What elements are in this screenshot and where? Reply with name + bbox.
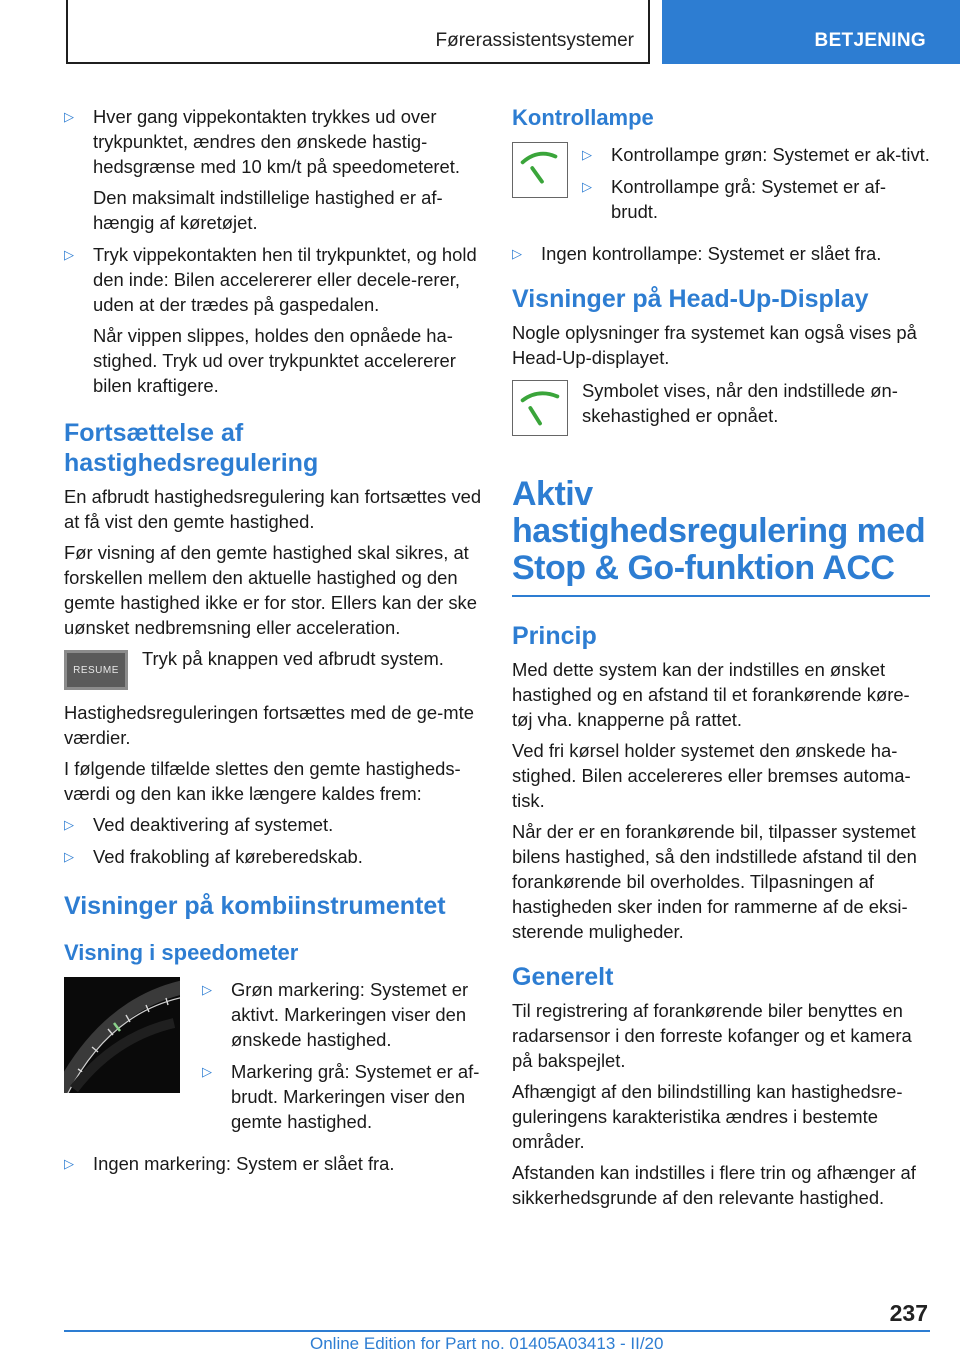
hud-acc-symbol-icon <box>512 380 568 436</box>
triangle-bullet-icon: ▷ <box>64 1156 74 1171</box>
acc-indicator-lamp-icon <box>512 142 568 198</box>
paragraph: Med dette system kan der indstilles en ønsket hastighed og en afstand til et forankørende køre-tøj vha. knapperne på rattet. <box>512 659 910 730</box>
heading-speedo: Visning i speedometer <box>64 940 299 965</box>
header-chapter-label: BETJENING <box>814 30 926 51</box>
heading-display: Visninger på kombiinstrumentet <box>64 892 446 920</box>
heading-principle: Princip <box>512 622 597 650</box>
heading-general: Generelt <box>512 963 614 991</box>
triangle-bullet-icon: ▷ <box>202 982 212 997</box>
speedo-figure <box>64 977 484 1141</box>
resume-description: Tryk på knappen ved afbrudt system. <box>142 648 444 669</box>
header-section-title: Førerassistentsystemer <box>435 30 634 51</box>
list-item: ▷ Hver gang vippekontakten trykkes ud over trykpunktet, ændres den ønskede hastig-hedsgrænse med 10 km/t på speedometeret. Den maksimalt indstillelige hastighed er af-hængig af køretøjet. <box>64 106 460 233</box>
lamp-figure <box>512 142 930 231</box>
paragraph: Afstanden kan indstilles i flere trin og afhænger af sikkerhedsgrunde af den relevante hastighed. <box>512 1162 916 1208</box>
header-section-box <box>66 0 650 64</box>
list-item: ▷ Ved deaktivering af systemet. <box>64 814 334 835</box>
hud-description: Symbolet vises, når den indstillede øn-skehastighed er opnået. <box>582 380 898 426</box>
paragraph: I følgende tilfælde slettes den gemte hastigheds-værdi og den kan ikke længere kaldes frem: <box>64 758 461 804</box>
triangle-bullet-icon: ▷ <box>582 179 592 194</box>
list-item: ▷ Tryk vippekontakten hen til trykpunktet, og hold den inde: Bilen accelererer eller decele-rerer, uden at der trædes på gaspedalen. Når vippen slippes, holdes den opnåede ha-stighed. Tryk ud over trykpunktet accelererer bilen kraftigere. <box>64 244 477 396</box>
heading-continue: Fortsættelse af hastighedsregulering <box>64 419 319 477</box>
triangle-bullet-icon: ▷ <box>64 109 74 124</box>
heading-lamp: Kontrollampe <box>512 105 654 130</box>
paragraph: Ved fri kørsel holder systemet den ønskede ha-stighed. Bilen accelereres eller bremses automa-tisk. <box>512 740 911 811</box>
triangle-bullet-icon: ▷ <box>582 147 592 162</box>
page-number: 237 <box>889 1300 928 1326</box>
heading-hud: Visninger på Head-Up-Display <box>512 285 869 313</box>
footer-divider <box>64 1330 930 1332</box>
header-chapter-tab <box>662 0 960 64</box>
triangle-bullet-icon: ▷ <box>64 817 74 832</box>
list-item: ▷ Ingen kontrollampe: Systemet er slået fra. <box>512 243 882 264</box>
list-item: ▷ Markering grå: Systemet er af-brudt. Markeringen viser den gemte hastighed. <box>202 1061 480 1132</box>
resume-button-icon: RESUME <box>64 650 128 690</box>
list-item: ▷ Grøn markering: Systemet er aktivt. Markeringen viser den ønskede hastighed. <box>202 979 469 1050</box>
paragraph: Når der er en forankørende bil, tilpasser systemet bilens hastighed, så den indstillede afstand til den forankørende bil overholdes. Tilpasningen af hastigheden sker inden for rammerne af de eksi-sterende muligheder. <box>512 821 917 942</box>
footer-edition: Online Edition for Part no. 01405A03413 - II/20 <box>310 1334 664 1353</box>
triangle-bullet-icon: ▷ <box>64 247 74 262</box>
paragraph: Hastighedsreguleringen fortsættes med de ge-mte værdier. <box>64 702 474 748</box>
list-item: ▷ Kontrollampe grå: Systemet er af-brudt. <box>582 176 886 222</box>
left-column <box>64 104 484 1183</box>
triangle-bullet-icon: ▷ <box>202 1064 212 1079</box>
list-item: ▷ Ved frakobling af køreberedskab. <box>64 846 363 867</box>
right-column <box>512 104 930 1216</box>
list-item: ▷ Ingen markering: System er slået fra. <box>64 1153 395 1174</box>
list-item: ▷ Kontrollampe grøn: Systemet er ak-tivt. <box>582 144 930 165</box>
paragraph: Nogle oplysninger fra systemet kan også vises på Head-Up-displayet. <box>512 322 917 368</box>
triangle-bullet-icon: ▷ <box>64 849 74 864</box>
heading-acc: Aktiv hastighedsregulering med Stop & Go-funktion ACC <box>512 475 926 587</box>
hud-figure <box>512 380 930 436</box>
paragraph: En afbrudt hastighedsregulering kan fortsættes ved at få vist den gemte hastighed. <box>64 486 482 532</box>
paragraph: Til registrering af forankørende biler benyttes en radarsensor i den forreste kofanger og et kamera på bakspejlet. <box>512 1000 912 1071</box>
heading-divider <box>512 595 930 597</box>
resume-figure <box>64 646 484 690</box>
triangle-bullet-icon: ▷ <box>512 246 522 261</box>
paragraph: Før visning af den gemte hastighed skal sikres, at forskellen mellem den aktuelle hastighed og den gemte hastighed ikke er for stor. Ellers kan der ske uønsket nedbremsning eller acceleration. <box>64 542 477 638</box>
speedometer-image-icon <box>64 977 180 1093</box>
paragraph: Afhængigt af den bilindstilling kan hastighedsre-guleringens karakteristika ændres i bestemte områder. <box>512 1081 903 1152</box>
